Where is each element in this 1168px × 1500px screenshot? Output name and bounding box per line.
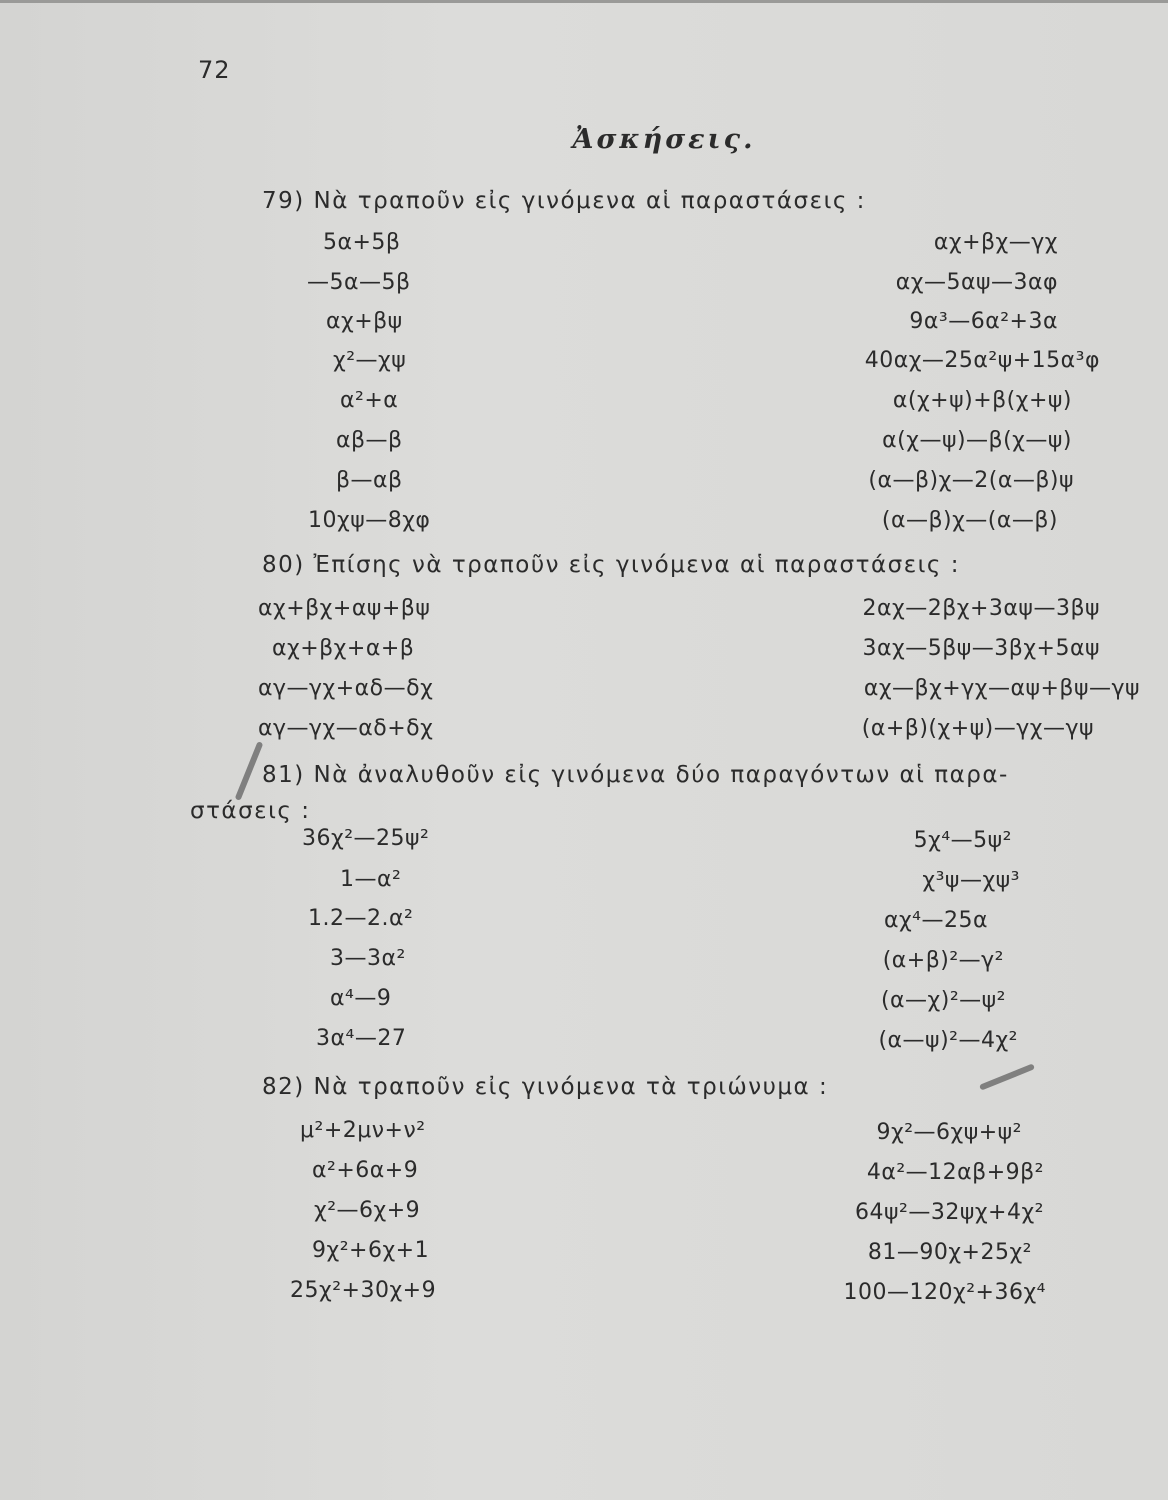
exercise-82-heading: 82) Νὰ τραποῦν εἰς γινόμενα τὰ τριώνυμα : — [262, 1074, 829, 1100]
ex81-left-2: 1—α² — [340, 867, 402, 892]
section-title: Ἀσκήσεις. — [572, 124, 756, 155]
exercise-79-heading: 79) Νὰ τραποῦν εἰς γινόμενα αἱ παραστάσεις : — [262, 188, 866, 214]
ex79-left-6: αβ—β — [336, 428, 403, 453]
ex81-right-5: (α—χ)²—ψ² — [880, 988, 1006, 1013]
ex80-right-2: 3αχ—5βψ—3βχ+5αψ — [862, 636, 1100, 661]
ex79-right-3: 9α³—6α²+3α — [909, 309, 1058, 334]
ex79-left-2: —5α—5β — [307, 270, 411, 295]
ex79-right-1: αχ+βχ—γχ — [933, 230, 1058, 255]
ex79-left-3: αχ+βψ — [326, 309, 403, 334]
ex82-left-3: χ²—6χ+9 — [314, 1198, 421, 1223]
ex81-left-1: 36χ²—25ψ² — [302, 826, 430, 851]
ex79-right-2: αχ—5αψ—3αφ — [895, 270, 1058, 295]
exercise-80-heading: 80) Ἐπίσης νὰ τραποῦν εἰς γινόμενα αἱ παραστάσεις : — [262, 552, 960, 578]
ex82-left-2: α²+6α+9 — [312, 1158, 419, 1183]
ex82-left-4: 9χ²+6χ+1 — [312, 1238, 430, 1263]
ex79-left-5: α²+α — [340, 388, 399, 413]
ex81-right-1: 5χ⁴—5ψ² — [913, 828, 1012, 853]
ex79-right-8: (α—β)χ—(α—β) — [881, 508, 1058, 533]
ex81-right-2: χ³ψ—χψ³ — [922, 868, 1020, 893]
ex82-right-3: 64ψ²—32ψχ+4χ² — [855, 1200, 1044, 1225]
ex80-right-4: (α+β)(χ+ψ)—γχ—γψ — [861, 716, 1094, 741]
ex81-left-4: 3—3α² — [330, 946, 406, 971]
ex82-right-2: 4α²—12αβ+9β² — [866, 1160, 1044, 1185]
ex79-right-5: α(χ+ψ)+β(χ+ψ) — [892, 388, 1072, 413]
ex80-left-1: αχ+βχ+αψ+βψ — [258, 596, 431, 621]
ex80-left-3: αγ—γχ+αδ—δχ — [258, 676, 434, 701]
pencil-mark-right — [979, 1063, 1035, 1090]
ex81-right-4: (α+β)²—γ² — [882, 948, 1004, 973]
pencil-mark-left — [235, 741, 264, 801]
ex82-left-5: 25χ²+30χ+9 — [290, 1278, 437, 1303]
ex79-right-7: (α—β)χ—2(α—β)ψ — [868, 468, 1074, 493]
ex79-left-4: χ²—χψ — [333, 348, 407, 373]
page-number: 72 — [198, 56, 231, 84]
ex80-left-4: αγ—γχ—αδ+δχ — [258, 716, 434, 741]
ex82-right-4: 81—90χ+25χ² — [867, 1240, 1032, 1265]
exercise-81-heading-cont: στάσεις : — [190, 798, 311, 824]
ex81-right-3: αχ⁴—25α — [883, 908, 988, 933]
exercise-81-heading: 81) Νὰ ἀναλυθοῦν εἰς γινόμενα δύο παραγόντων αἱ παρα- — [262, 762, 1009, 788]
ex80-right-3: αχ—βχ+γχ—αψ+βψ—γψ — [863, 676, 1140, 701]
ex80-left-2: αχ+βχ+α+β — [272, 636, 415, 661]
ex79-left-7: β—αβ — [336, 468, 403, 493]
ex79-left-8: 10χψ—8χφ — [308, 508, 431, 533]
ex81-left-5: α⁴—9 — [330, 986, 392, 1011]
ex81-left-3: 1.2—2.α² — [308, 906, 414, 931]
ex81-left-6: 3α⁴—27 — [316, 1026, 407, 1051]
ex82-right-1: 9χ²—6χψ+ψ² — [876, 1120, 1022, 1145]
ex82-right-5: 100—120χ²+36χ⁴ — [843, 1280, 1046, 1305]
page-top-edge — [0, 0, 1168, 3]
ex79-right-6: α(χ—ψ)—β(χ—ψ) — [882, 428, 1072, 453]
ex82-left-1: μ²+2μν+ν² — [300, 1118, 426, 1143]
ex79-left-1: 5α+5β — [323, 230, 401, 255]
ex80-right-1: 2αχ—2βχ+3αψ—3βψ — [862, 596, 1100, 621]
ex79-right-4: 40αχ—25α²ψ+15α³φ — [864, 348, 1100, 373]
ex81-right-6: (α—ψ)²—4χ² — [878, 1028, 1018, 1053]
